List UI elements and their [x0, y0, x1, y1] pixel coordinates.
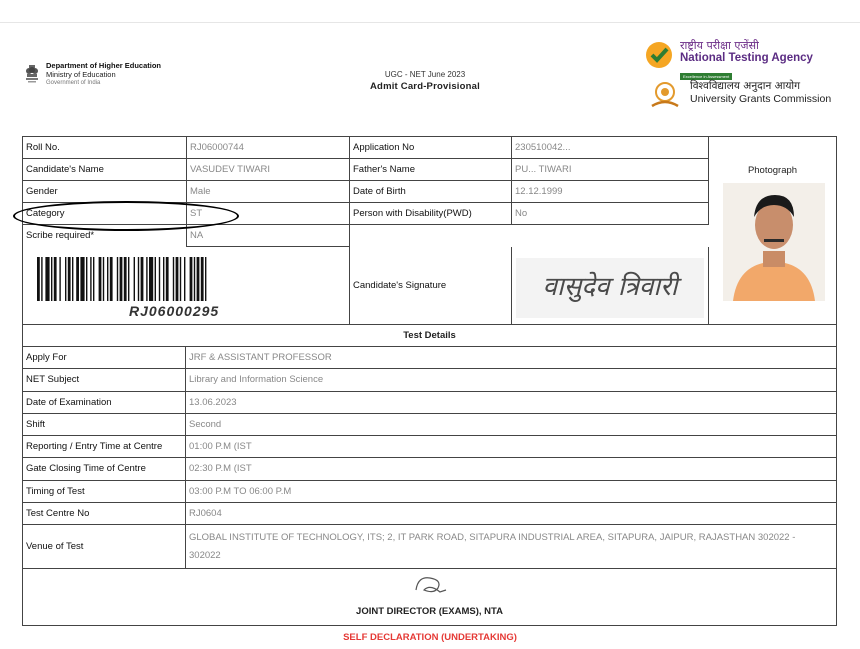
test-detail-label: Date of Examination	[23, 392, 186, 414]
barcode-bar	[134, 257, 135, 301]
signature-label: Candidate's Signature	[350, 247, 512, 325]
ministry-block	[24, 62, 161, 88]
father-name-label: Father's Name	[350, 159, 512, 181]
barcode-bar	[163, 257, 164, 301]
barcode-cell	[23, 247, 350, 325]
authority-title: JOINT DIRECTOR (EXAMS), NTA	[356, 606, 503, 617]
barcode-bar	[138, 257, 139, 301]
candidate-photo	[723, 183, 825, 301]
barcode-bar	[68, 257, 71, 301]
barcode-bar	[54, 257, 57, 301]
barcode-bar	[72, 257, 73, 301]
test-detail-value: 03:00 P.M TO 06:00 P.M	[186, 481, 836, 503]
test-detail-value: 01:00 P.M (IST	[186, 436, 836, 458]
dob-value: 12.12.1999	[512, 181, 709, 203]
gender-value: Male	[187, 181, 350, 203]
roll-no-label: Roll No.	[23, 137, 187, 159]
barcode-bar	[37, 257, 40, 301]
barcode-bar	[103, 257, 104, 301]
ministry-line2: Ministry of Education	[46, 69, 116, 79]
dob-label: Date of Birth	[350, 181, 512, 203]
barcode-bar	[80, 257, 84, 301]
candidate-portrait-icon	[723, 183, 825, 301]
barcode-bar	[99, 257, 102, 301]
test-details-title: Test Details	[23, 325, 836, 347]
barcode-bar	[90, 257, 91, 301]
barcode-bar	[173, 257, 174, 301]
barcode-bar	[180, 257, 181, 301]
exam-name: UGC - NET June 2023	[384, 70, 466, 79]
barcode-number: RJ06000295	[129, 303, 220, 319]
barcode-bar	[166, 257, 169, 301]
nta-tagline: Excellence in Assessment	[680, 73, 732, 80]
barcode-bar	[190, 257, 193, 301]
category-label: Category	[23, 203, 187, 225]
barcode-bar	[93, 257, 94, 301]
venue-line2: 302022	[189, 550, 221, 561]
test-detail-value: 02:30 P.M (IST	[186, 458, 836, 480]
barcode-bar	[205, 257, 206, 301]
barcode-bar	[51, 257, 52, 301]
scribe-value: NA	[187, 225, 350, 247]
application-no-label: Application No	[350, 137, 512, 159]
national-emblem-icon	[24, 64, 40, 86]
barcode-bar	[107, 257, 108, 301]
photograph-cell	[709, 137, 836, 325]
test-detail-label: Apply For	[23, 347, 186, 369]
barcode-bar	[141, 257, 144, 301]
venue-line1: GLOBAL INSTITUTE OF TECHNOLOGY, ITS; 2, IT PARK ROAD, SITAPURA INDUSTRIAL AREA, SITAPURA, JAIPUR, RAJASTHAN 302022 -	[189, 532, 796, 543]
test-detail-label: Shift	[23, 414, 186, 436]
test-detail-label: Reporting / Entry Time at Centre	[23, 436, 186, 458]
candidate-name-value: VASUDEV TIWARI	[187, 159, 350, 181]
test-detail-value: JRF & ASSISTANT PROFESSOR	[186, 347, 836, 369]
authority-signature-block	[22, 566, 837, 617]
authority-signature-icon	[410, 570, 450, 598]
test-detail-value: Library and Information Science	[186, 369, 836, 391]
barcode-bar	[120, 257, 123, 301]
scribe-label: Scribe required*	[23, 225, 187, 247]
barcode-bar	[194, 257, 195, 301]
candidate-name-label: Candidate's Name	[23, 159, 187, 181]
barcode-bar	[124, 257, 127, 301]
top-divider	[0, 22, 860, 23]
nta-logo-icon	[644, 40, 674, 70]
ugc-hindi-name: विश्वविद्यालय अनुदान आयोग	[690, 80, 801, 92]
barcode-bar	[184, 257, 185, 301]
ministry-line3: Government of India	[46, 80, 101, 86]
application-no-value: 230510042...	[512, 137, 709, 159]
self-declaration-heading: SELF DECLARATION (UNDERTAKING)	[343, 632, 517, 643]
barcode-bar	[86, 257, 87, 301]
nta-block	[644, 40, 813, 83]
ugc-logo-icon	[648, 80, 682, 110]
candidate-signature-image	[516, 258, 704, 318]
barcode-bar	[45, 257, 49, 301]
barcode-bar	[201, 257, 204, 301]
barcode-bar	[146, 257, 147, 301]
test-detail-label: NET Subject	[23, 369, 186, 391]
barcode-bar	[159, 257, 160, 301]
barcode-bar	[176, 257, 179, 301]
barcode-bar	[59, 257, 60, 301]
nta-hindi-name: राष्ट्रीय परीक्षा एजेंसी	[680, 39, 759, 52]
barcode-bar	[65, 257, 66, 301]
ugc-block	[648, 80, 831, 110]
venue-value	[186, 525, 836, 569]
category-value: ST	[187, 203, 350, 225]
barcode-bar	[197, 257, 200, 301]
test-detail-label: Test Centre No	[23, 503, 186, 525]
roll-no-value: RJ06000744	[187, 137, 350, 159]
test-detail-value: RJ0604	[186, 503, 836, 525]
pwd-value: No	[512, 203, 709, 225]
barcode-bar	[41, 257, 42, 301]
barcode-bar	[76, 257, 79, 301]
barcode-bar	[149, 257, 153, 301]
signature-script: वासुदेव त्रिवारी	[542, 272, 678, 302]
admit-card-table	[22, 136, 837, 626]
nta-english-name: National Testing Agency	[680, 52, 813, 64]
document-type: Admit Card-Provisional	[370, 81, 480, 92]
test-detail-label: Timing of Test	[23, 481, 186, 503]
test-detail-label: Gate Closing Time of Centre	[23, 458, 186, 480]
father-name-value: PU... TIWARI	[512, 159, 709, 181]
barcode-bar	[117, 257, 118, 301]
pwd-label: Person with Disability(PWD)	[350, 203, 512, 225]
barcode-bar	[155, 257, 156, 301]
gender-label: Gender	[23, 181, 187, 203]
ugc-english-name: University Grants Commission	[690, 93, 832, 105]
admit-card-title	[345, 69, 505, 93]
test-detail-value: Second	[186, 414, 836, 436]
barcode-icon	[37, 257, 327, 301]
test-detail-value: 13.06.2023	[186, 392, 836, 414]
photograph-label: Photograph	[747, 165, 798, 176]
ministry-line1: Department of Higher Education	[46, 61, 162, 70]
barcode-bar	[110, 257, 113, 301]
venue-label: Venue of Test	[23, 525, 186, 569]
barcode-bar	[128, 257, 129, 301]
